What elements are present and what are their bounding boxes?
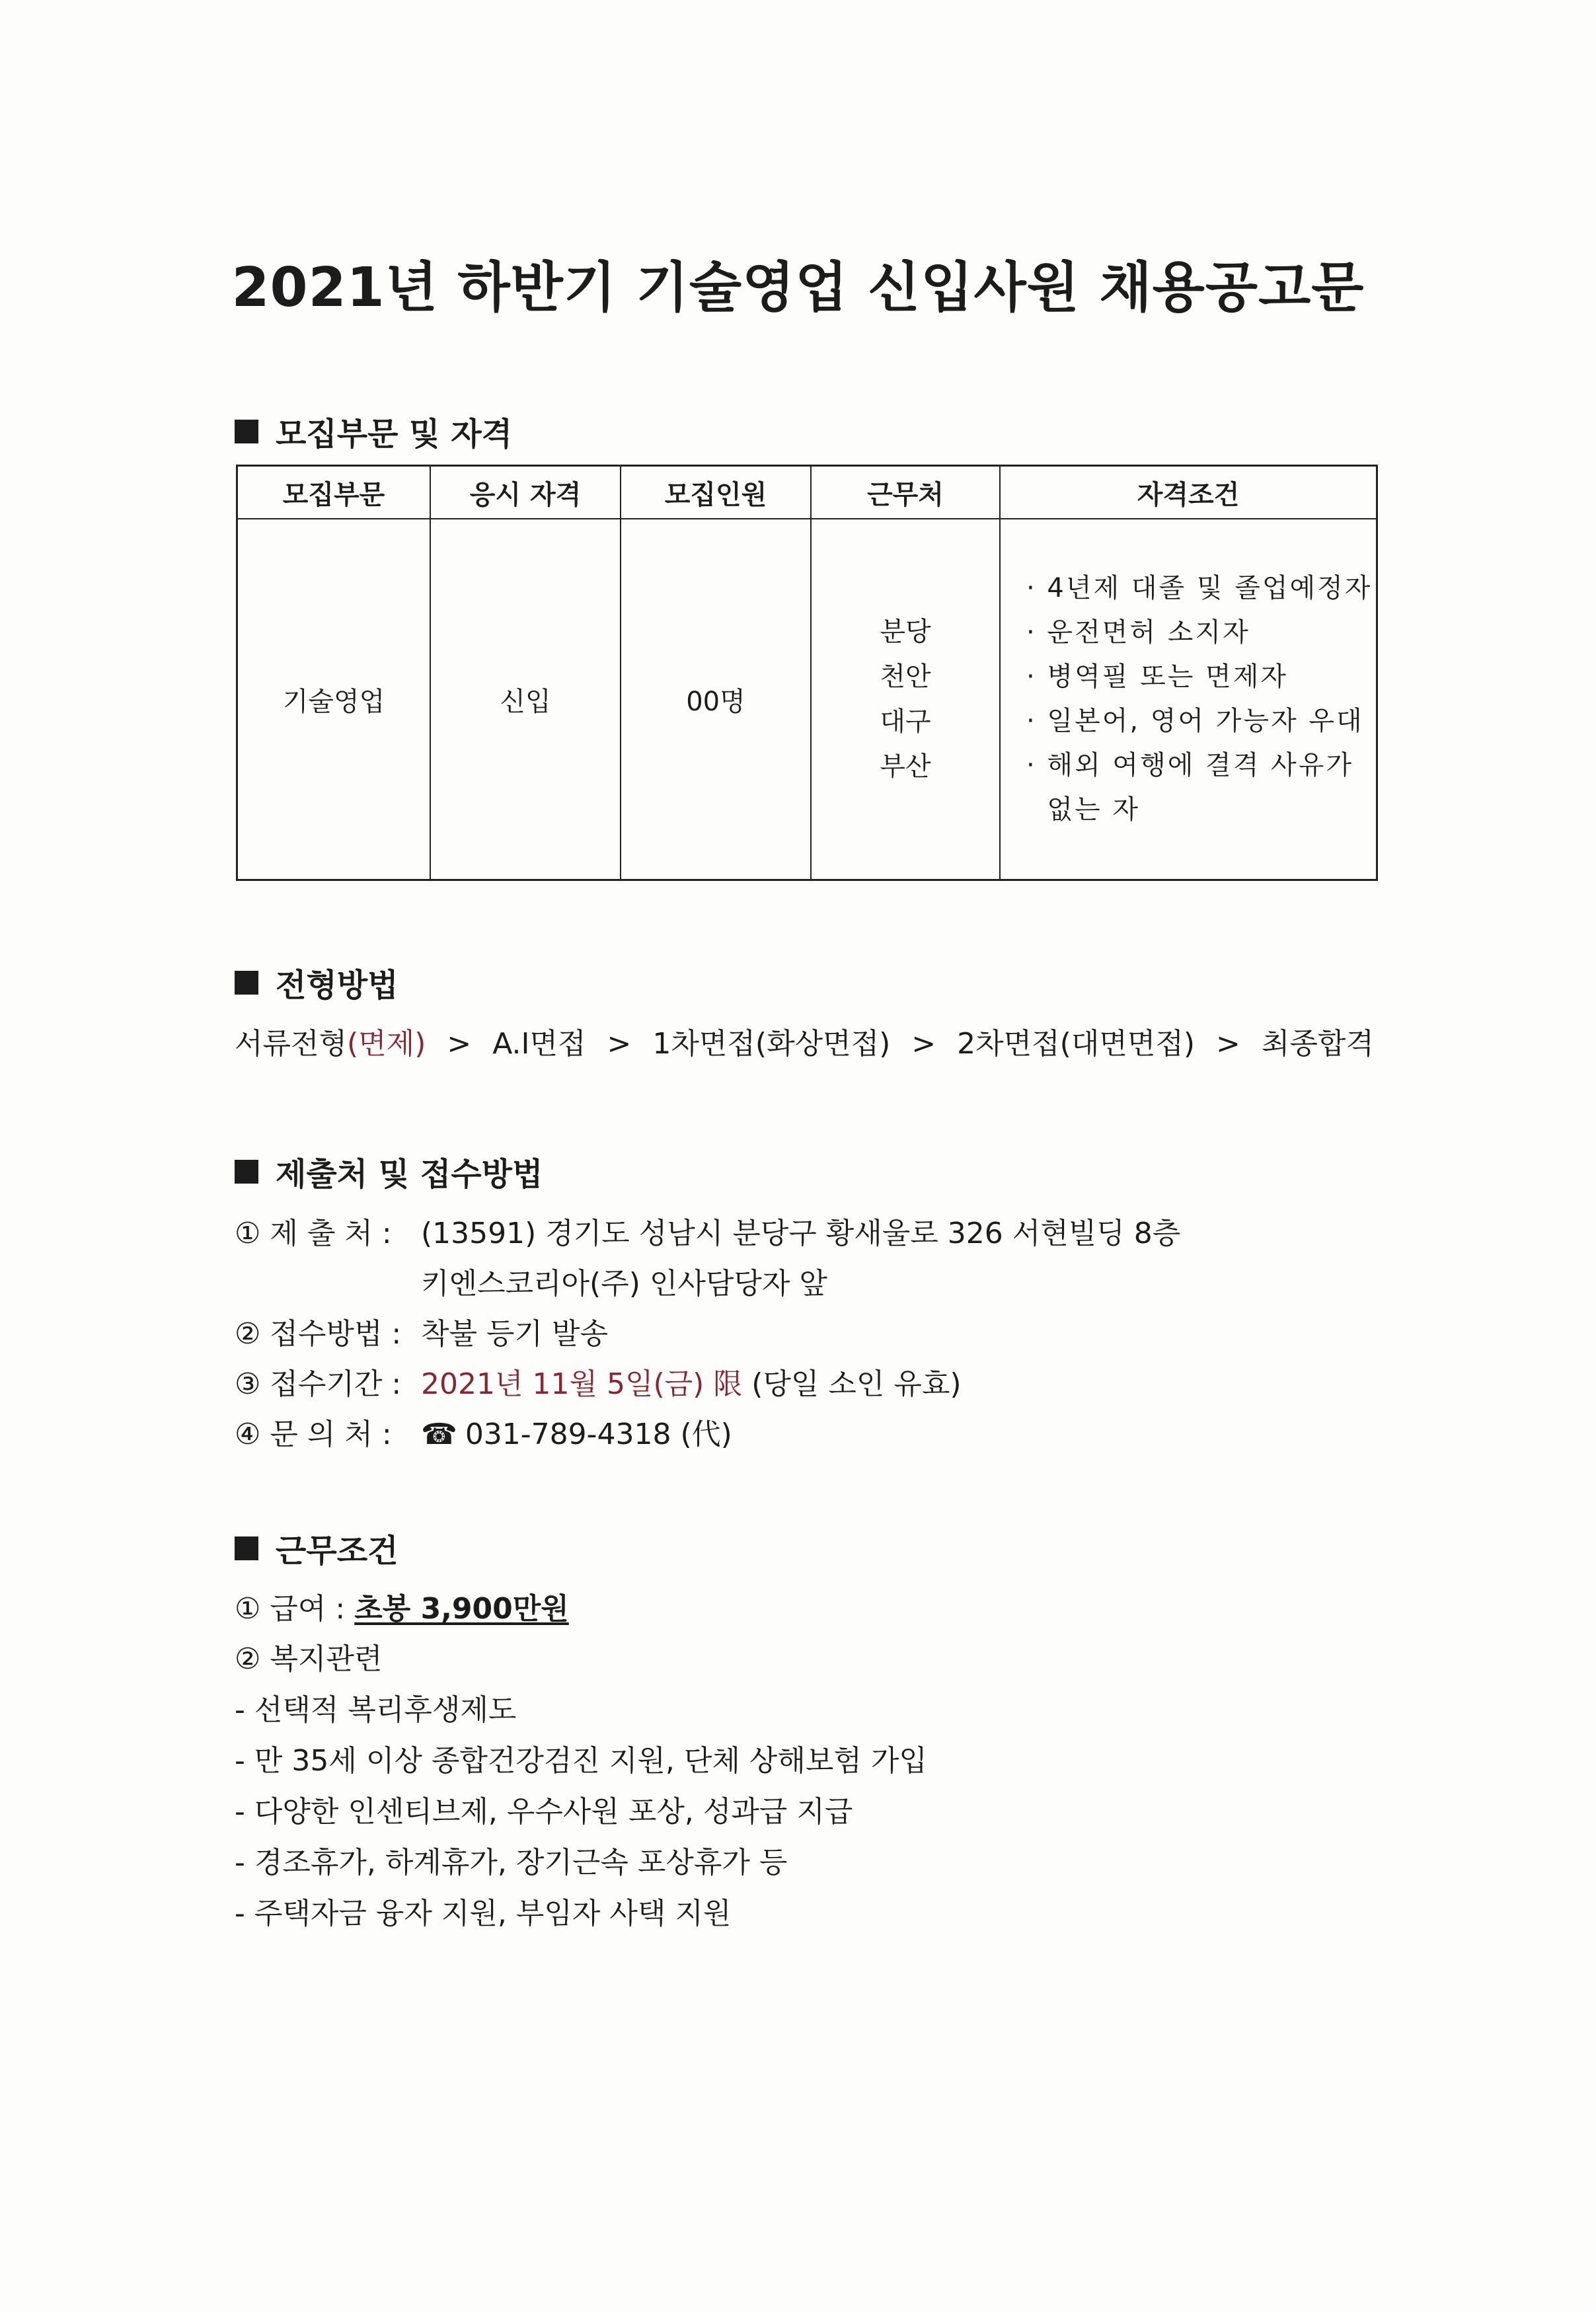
conditions-cell xyxy=(1000,519,1377,880)
step-document: 서류전형 xyxy=(235,1027,348,1061)
item-value: (당일 소인 유효) xyxy=(751,1367,962,1401)
headcount-cell: 00명 xyxy=(621,519,811,880)
table-header: 모집인원 xyxy=(621,466,811,519)
welfare-item: - 주택자금 융자 지원, 부임자 사택 지원 xyxy=(235,1897,732,1930)
step-ai-interview: A.I면접 xyxy=(492,1027,586,1061)
condition-item: · 병역필 또는 면제자 xyxy=(1026,662,1288,692)
location-item: 대구 xyxy=(880,706,931,737)
condition-item: 없는 자 xyxy=(1026,794,1141,825)
welfare-item: - 다양한 인센티브제, 우수사원 포상, 성과급 지급 xyxy=(235,1795,853,1829)
item-value: (13591) 경기도 성남시 분당구 황새울로 326 서현빌딩 8층 xyxy=(421,1217,1181,1250)
arrow-icon: > xyxy=(447,1027,472,1061)
item-value: 착불 등기 발송 xyxy=(421,1317,608,1351)
recruitment-table xyxy=(236,465,1378,881)
arrow-icon: > xyxy=(1216,1027,1240,1061)
table-header-row xyxy=(237,466,1377,519)
item-label: ③ 접수기간 : xyxy=(235,1367,402,1401)
item-label: ① 제 출 처 : xyxy=(235,1217,392,1250)
eligibility-cell: 신입 xyxy=(430,519,621,880)
submission-period xyxy=(235,1360,962,1402)
salary-value: 초봉 3,900만원 xyxy=(354,1592,569,1626)
phone-icon: ☎ xyxy=(421,1418,457,1451)
phone-number: 031-789-4318 (代) xyxy=(465,1418,732,1451)
page-title: 2021년 하반기 기술영업 신입사원 채용공고문 xyxy=(231,256,1365,319)
welfare-item: - 만 35세 이상 종합건강검진 지원, 단체 상해보험 가입 xyxy=(235,1744,927,1778)
section-heading-submission: 제출처 및 접수방법 xyxy=(235,1149,543,1194)
step-document-note: (면제) xyxy=(347,1027,426,1061)
welfare-label: ② 복지관련 xyxy=(235,1642,383,1676)
table-header: 모집부문 xyxy=(237,466,431,519)
salary-line xyxy=(235,1585,569,1627)
item-value: 키엔스코리아(주) 인사담당자 앞 xyxy=(421,1267,827,1301)
table-header: 응시 자격 xyxy=(430,466,621,519)
item-label: ④ 문 의 처 : xyxy=(235,1418,392,1451)
submission-method xyxy=(235,1310,608,1352)
step-first-interview: 1차면접(화상면접) xyxy=(652,1027,891,1061)
contact-info xyxy=(235,1410,732,1453)
table-header: 근무처 xyxy=(811,466,1000,519)
selection-process xyxy=(235,1020,1374,1062)
condition-item: · 4년제 대졸 및 졸업예정자 xyxy=(1026,573,1373,603)
submission-address xyxy=(235,1209,1180,1252)
welfare-item: - 경조휴가, 하계휴가, 장기근속 포상휴가 등 xyxy=(235,1846,788,1879)
square-bullet-icon xyxy=(235,1536,258,1560)
submission-address-line2 xyxy=(235,1260,827,1302)
location-item: 분당 xyxy=(880,617,931,647)
salary-label: ① 급여 : xyxy=(235,1592,346,1626)
condition-item: · 일본어, 영어 가능자 우대 xyxy=(1026,706,1364,736)
location-cell xyxy=(811,519,1000,880)
step-second-interview: 2차면접(대면면접) xyxy=(957,1027,1195,1061)
arrow-icon: > xyxy=(911,1027,936,1061)
location-item: 부산 xyxy=(880,751,931,782)
table-header: 자격조건 xyxy=(1000,466,1377,519)
table-row xyxy=(237,519,1377,880)
location-item: 천안 xyxy=(880,662,931,692)
section-heading-conditions: 근무조건 xyxy=(235,1525,398,1571)
section-heading-selection: 전형방법 xyxy=(235,960,398,1005)
section-heading-recruitment: 모집부문 및 자격 xyxy=(235,408,512,454)
condition-item: · 운전면허 소지자 xyxy=(1026,617,1250,648)
condition-item: · 해외 여행에 결격 사유가 xyxy=(1026,750,1353,780)
square-bullet-icon xyxy=(235,420,258,443)
deadline-value: 2021년 11월 5일(금) 限 xyxy=(421,1367,743,1401)
item-label: ② 접수방법 : xyxy=(235,1317,402,1351)
square-bullet-icon xyxy=(235,971,258,995)
square-bullet-icon xyxy=(235,1160,258,1184)
arrow-icon: > xyxy=(607,1027,632,1061)
step-final: 최종합격 xyxy=(1261,1027,1374,1061)
welfare-item: - 선택적 복리후생제도 xyxy=(235,1693,517,1727)
division-cell: 기술영업 xyxy=(237,519,431,880)
